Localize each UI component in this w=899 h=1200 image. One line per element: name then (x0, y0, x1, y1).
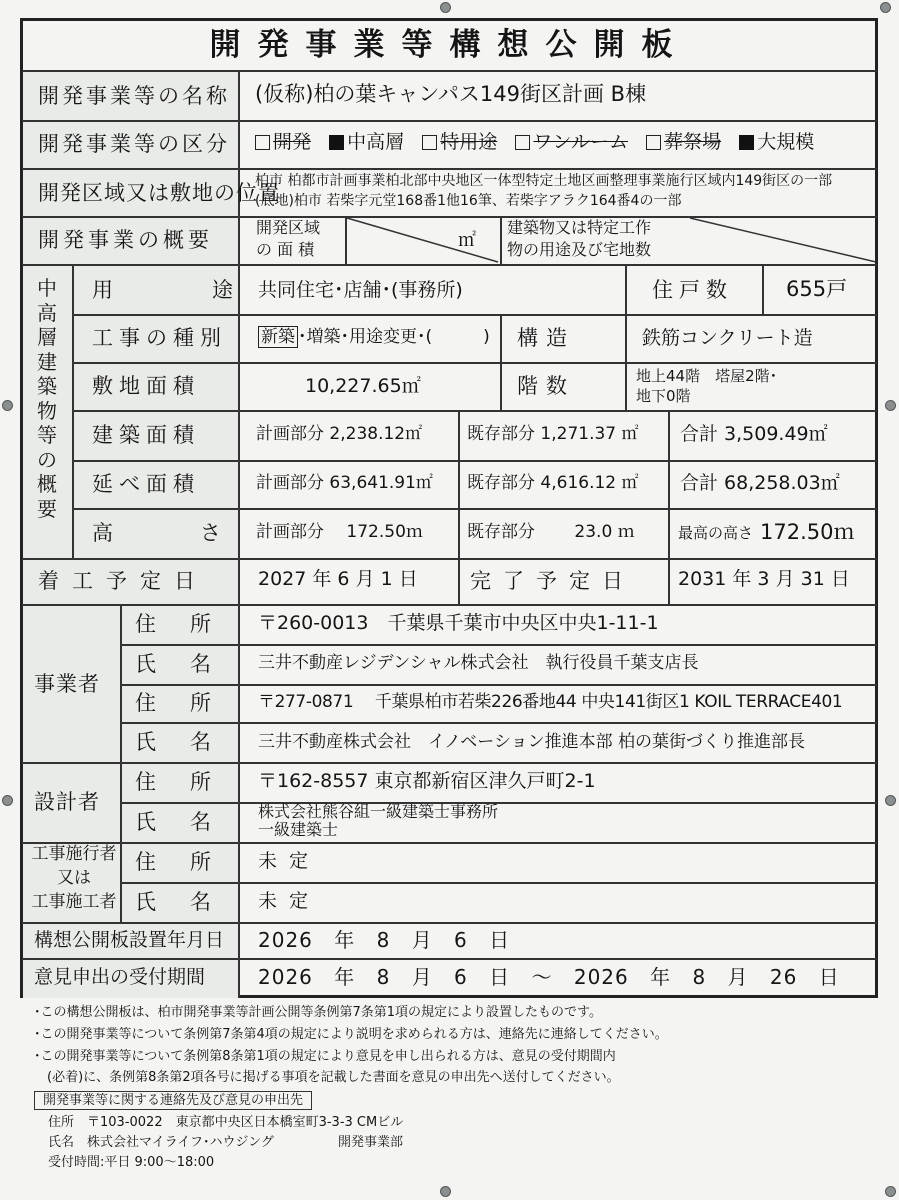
designer-name-1: 株式会社熊谷組一級建築士事務所 (258, 802, 499, 821)
project-name: (仮称)柏の葉キャンパス149街区計画 B棟 (255, 82, 647, 106)
operator-1-name: 三井不動産レジデンシャル株式会社 執行役員千葉支店長 (258, 653, 699, 673)
contractor-address: 未定 (258, 850, 321, 872)
contact-hours: 受付時間:平日 9:00～18:00 (48, 1155, 215, 1170)
category-item: ワンルーム (515, 131, 628, 153)
height-plan: 計画部分 172.50ｍ (256, 522, 423, 542)
label-floor-area: 延べ面積 (92, 472, 200, 496)
work-type-value: 新築 ･増築･用途変更･( ) (258, 329, 490, 346)
building-area-existing: 既存部分 1,271.37 ㎡ (467, 424, 639, 444)
label-structure: 構造 (517, 326, 575, 350)
label-contractor-3: 工事施工者 (31, 892, 117, 912)
contact-heading: 開発事業等に関する連絡先及び意見の申出先 (34, 1091, 312, 1110)
label-area: 開発区域 (256, 218, 321, 237)
label-project-category: 開発事業等の区分 (38, 132, 230, 156)
location-line-1: 柏市 柏都市計画事業柏北部中央地区一体型特定土地区画整理事業施行区域内149街区の一部 (255, 173, 833, 189)
note-1: ･この構想公開板は、柏市開発事業等計画公開等条例第7条第1項の規定により設置したものです。 (34, 1005, 603, 1020)
units-value: 655戸 (786, 277, 848, 301)
midrise-group-label: 中高層建築物等の概要 (37, 276, 57, 521)
floor-area-total: 合計 68,258.03㎡ (680, 472, 840, 494)
category-list (255, 133, 814, 152)
building-area-total: 合計 3,509.49㎡ (680, 423, 828, 445)
use-value: 共同住宅･店舗･(事務所) (258, 279, 463, 301)
category-item: 開発 (255, 131, 311, 153)
contractor-name: 未定 (258, 890, 321, 912)
height-existing: 既存部分 23.0 ｍ (467, 522, 635, 542)
label-building-area: 建築面積 (92, 423, 200, 447)
end-date: 2031 年 3 月 31 日 (678, 568, 850, 590)
posting-date: 2026 年 8 月 6 日 (258, 928, 511, 952)
label-location: 開発区域又は敷地の位置 (38, 181, 280, 205)
label-contractor-1: 工事施行者 (31, 844, 117, 864)
label-address: 住所 (135, 850, 245, 874)
opinion-period: 2026 年 8 月 6 日 ～ 2026 年 8 月 26 日 (258, 965, 840, 989)
label-name: 氏名 (135, 890, 245, 914)
label-name: 氏名 (135, 652, 245, 676)
label-address: 住所 (135, 770, 245, 794)
label-name: 氏名 (135, 810, 245, 834)
label-use: 用 途 (92, 278, 236, 302)
label-start-date: 着工予定日 (38, 569, 208, 593)
label-work-type: 工事の種別 (92, 326, 227, 350)
label-designer: 設計者 (34, 790, 100, 814)
label-contractor-2: 又は (57, 868, 91, 888)
category-item: 葬祭場 (646, 131, 721, 153)
category-item: 中高層 (329, 131, 404, 153)
operator-2-name: 三井不動産株式会社 イノベーション推進本部 柏の葉街づくり推進部長 (258, 732, 806, 752)
label-posting-date: 構想公開板設置年月日 (34, 929, 225, 951)
label-operator: 事業者 (34, 672, 100, 696)
note-3: ･この開発事業等について条例第8条第1項の規定により意見を申し出られる方は、意見の受付期間内 (34, 1049, 616, 1064)
note-2: ･この開発事業等について条例第7条第4項の規定により説明を求められる方は、連絡先に連絡してください。 (34, 1027, 668, 1042)
category-item: 特用途 (422, 131, 497, 153)
height-max-label: 最高の高さ (678, 524, 754, 542)
label-address: 住所 (135, 691, 245, 715)
label-units: 住戸数 (652, 278, 733, 302)
floor-area-existing: 既存部分 4,616.12 ㎡ (467, 473, 639, 493)
label-site-area: 敷地面積 (92, 374, 200, 398)
work-type-selected: 新築 (258, 326, 298, 348)
contact-address: 住所 〒103-0022 東京都中央区日本橋室町3-3-3 CMビル (48, 1115, 404, 1130)
label-outline: 開発事業の概要 (38, 228, 213, 252)
label-area-2: の 面 積 (256, 240, 315, 259)
label-address: 住所 (135, 612, 245, 636)
building-area-plan: 計画部分 2,238.12㎡ (256, 424, 423, 444)
note-4: (必着)に、条例第8条第2項各号に掲げる事項を記載した書面を意見の申出先へ送付してください。 (34, 1070, 620, 1085)
label-project-name: 開発事業等の名称 (38, 84, 230, 108)
floors-value-1: 地上44階 塔屋2階･ (636, 367, 778, 385)
category-item: 大規模 (739, 131, 814, 153)
designer-name-2: 一級建築士 (258, 820, 339, 839)
height-max-value: 172.50ｍ (760, 520, 855, 544)
designer-address: 〒162-8557 東京都新宿区津久戸町2-1 (258, 770, 596, 792)
label-building-use: 建築物又は特定工作 (507, 218, 652, 237)
contact-name: 氏名 株式会社マイライフ･ハウジング (48, 1135, 274, 1150)
label-name: 氏名 (135, 730, 245, 754)
start-date: 2027 年 6 月 1 日 (258, 568, 418, 590)
floor-area-plan: 計画部分 63,641.91㎡ (256, 473, 433, 493)
label-building-use-2: 物の用途及び宅地数 (507, 240, 652, 259)
location-line-2: (底地)柏市 若柴字元堂168番1他16筆、若柴字アラク164番4の一部 (255, 193, 682, 209)
board-title: 開発事業等構想公開板 (209, 27, 690, 63)
area-unit: ㎡ (458, 230, 476, 251)
label-end-date: 完了予定日 (470, 569, 635, 593)
operator-2-address: 〒277-0871 千葉県柏市若柴226番地44 中央141街区1 KOIL TERRACE401 (258, 692, 843, 712)
floors-value-2: 地下0階 (636, 387, 691, 405)
operator-1-address: 〒260-0013 千葉県千葉市中央区中央1-11-1 (258, 612, 659, 634)
contact-department: 開発事業部 (338, 1135, 404, 1150)
structure-value: 鉄筋コンクリート造 (642, 327, 813, 349)
label-floors: 階数 (517, 374, 575, 398)
label-opinion-period: 意見申出の受付期間 (34, 966, 206, 988)
label-height: 高 さ (92, 521, 227, 545)
site-area-value: 10,227.65㎡ (305, 375, 421, 397)
